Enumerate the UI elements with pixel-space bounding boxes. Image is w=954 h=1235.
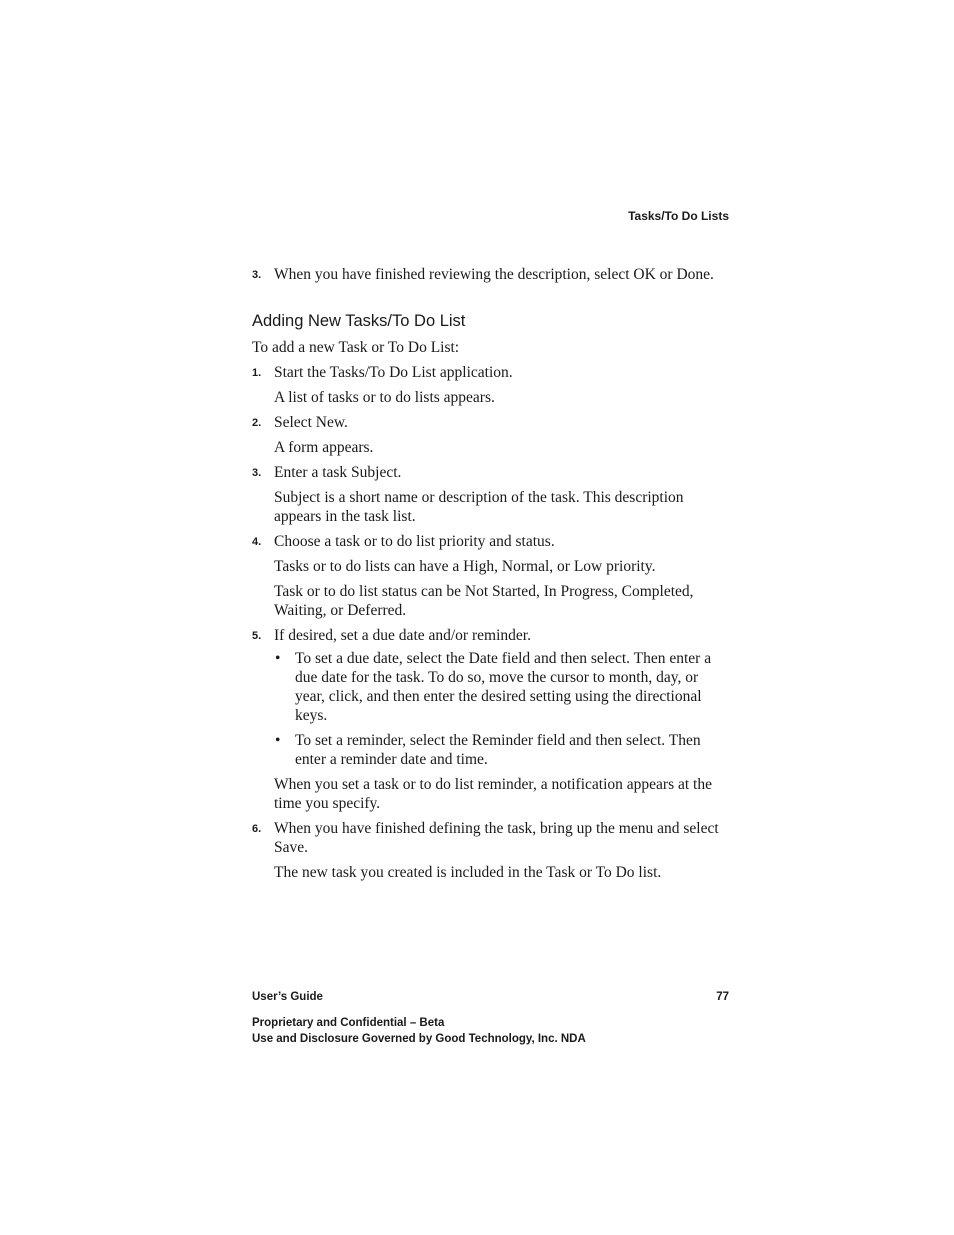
step-6 [252, 819, 729, 857]
footer-notice [252, 1015, 729, 1047]
step-2 [252, 413, 729, 432]
confidential-notice: Proprietary and Confidential – Beta [252, 1017, 445, 1029]
step-text: When you have finished defining the task, bring up the menu and select Save. [274, 820, 719, 856]
step-note: When you set a task or to do list reminder, a notification appears at the time you specify. [274, 776, 712, 812]
step-note: A form appears. [274, 439, 374, 456]
step-number: 3. [252, 269, 262, 281]
step-4 [252, 532, 729, 551]
bullet-icon: • [275, 732, 281, 749]
step-note: The new task you created is included in the Task or To Do list. [274, 864, 662, 881]
step-text: Start the Tasks/To Do List application. [274, 364, 513, 381]
section-intro: To add a new Task or To Do List: [252, 339, 460, 356]
step-number: 4. [252, 536, 262, 548]
bullet-text: To set a due date, select the Date field and then select. Then enter a due date for the task. To do so, move the cursor to month, day, or year, click, and then enter the desired setting using the directional keys. [295, 650, 712, 724]
step-text: When you have finished reviewing the description, select OK or Done. [274, 266, 714, 283]
step-number: 6. [252, 823, 262, 835]
running-head: Tasks/To Do Lists [628, 209, 729, 223]
step-text: If desired, set a due date and/or reminder. [274, 627, 531, 644]
step-3 [252, 463, 729, 482]
bullet-text: To set a reminder, select the Reminder field and then select. Then enter a reminder date and time. [295, 732, 701, 768]
step-text: Choose a task or to do list priority and status. [274, 533, 555, 550]
step-note: A list of tasks or to do lists appears. [274, 389, 495, 406]
step-number: 3. [252, 467, 262, 479]
step-note: Subject is a short name or description of the task. This description appears in the task list. [274, 489, 684, 525]
step-5 [252, 626, 729, 645]
step-number: 2. [252, 417, 262, 429]
disclosure-notice: Use and Disclosure Governed by Good Technology, Inc. NDA [252, 1033, 586, 1045]
bullet-icon: • [275, 650, 281, 667]
page-content [252, 265, 729, 882]
step-number: 1. [252, 367, 262, 379]
footer-guide [252, 989, 729, 1005]
bullet-item [252, 649, 729, 725]
guide-title: User’s Guide [252, 991, 323, 1003]
previous-step [252, 265, 729, 284]
step-number: 5. [252, 630, 262, 642]
step-note: Task or to do list status can be Not Started, In Progress, Completed, Waiting, or Deferred. [274, 583, 694, 619]
bullet-item [252, 731, 729, 769]
page-number: 77 [716, 991, 729, 1003]
step-text: Enter a task Subject. [274, 464, 402, 481]
section-heading: Adding New Tasks/To Do List [252, 312, 466, 330]
step-1 [252, 363, 729, 382]
step-text: Select New. [274, 414, 348, 431]
step-note: Tasks or to do lists can have a High, Normal, or Low priority. [274, 558, 656, 575]
